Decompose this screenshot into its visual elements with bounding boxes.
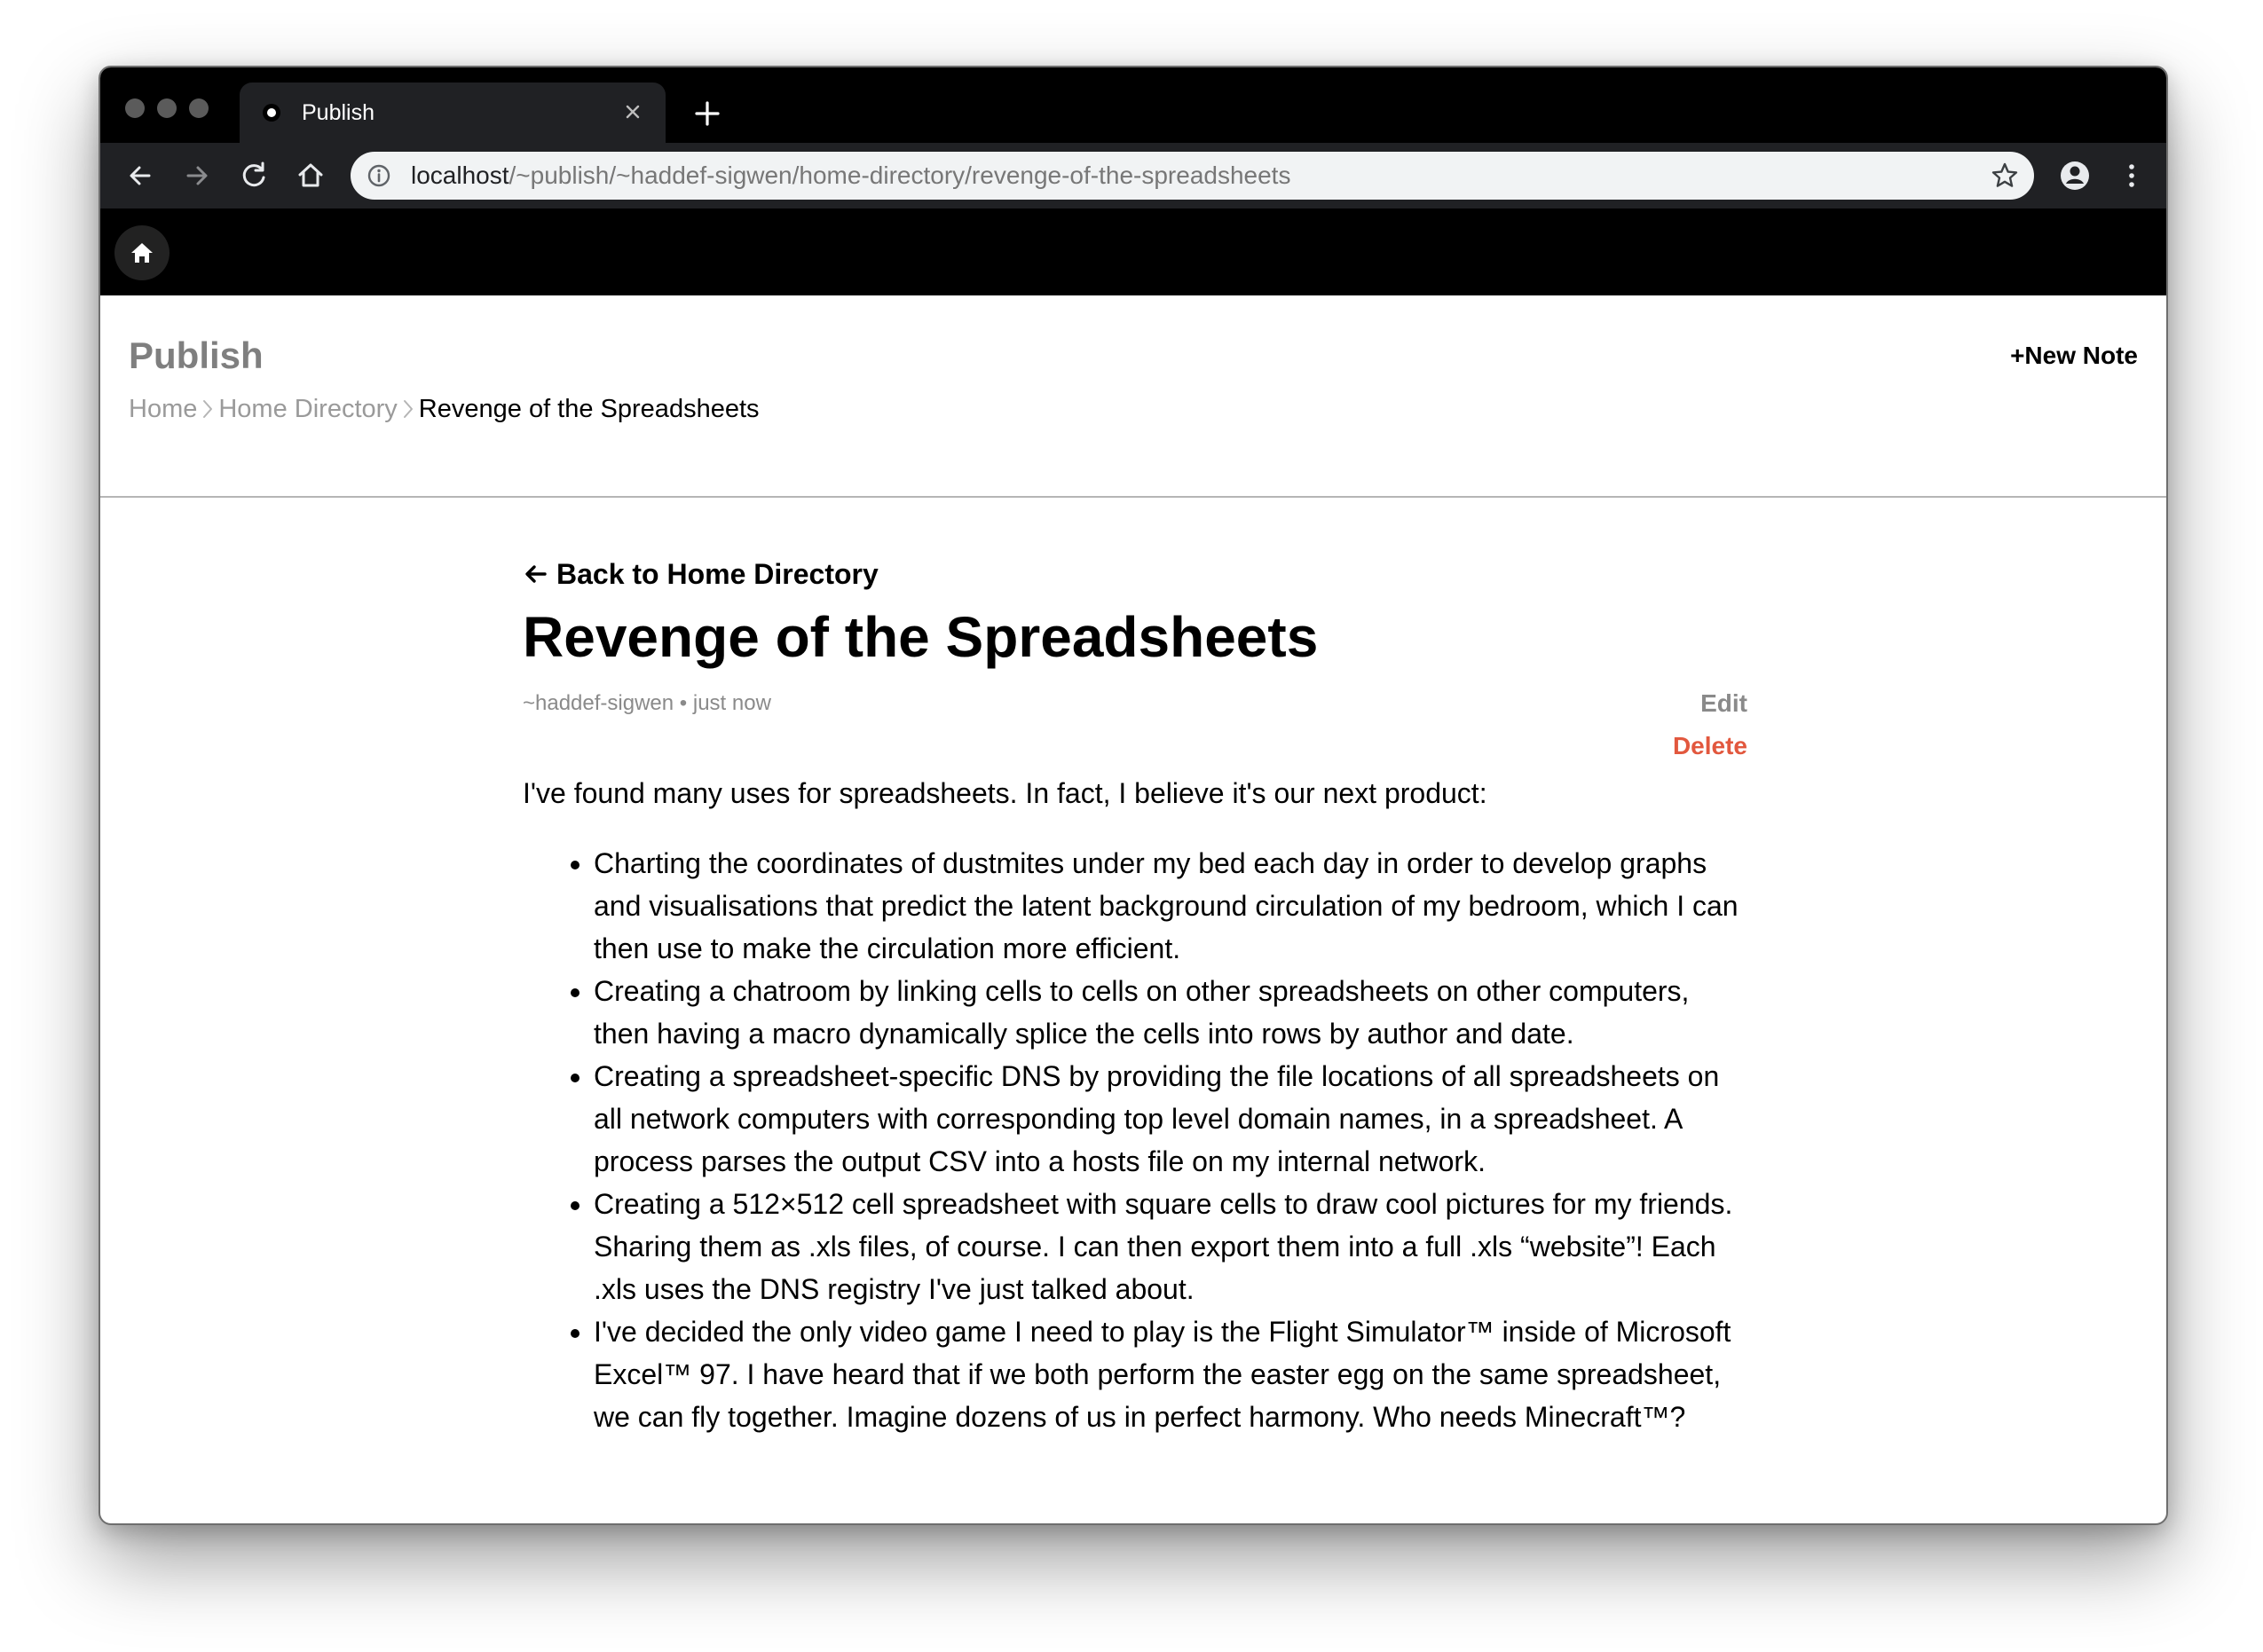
arrow-right-icon[interactable] [178,157,216,194]
more-vertical-icon[interactable] [2113,157,2150,194]
list-item: • I've decided the only video game I need to play is the Flight Simulator™ inside of Microsoft Excel™ 97. I have heard that if we both perform the easter egg on the same spreadsheet, we can fly together. Imagine dozens of us in perfect harmony. Who needs Minecraft™? [594,1310,1747,1438]
home-icon[interactable] [292,157,329,194]
new-note-button[interactable]: +New Note [2010,342,2138,369]
arrow-left-icon [523,561,549,587]
chevron-right-icon [399,396,417,422]
app-home-button[interactable] [114,225,170,280]
back-to-directory-link[interactable] [523,555,879,593]
note-timestamp: just now [692,691,771,715]
app-header-bar [100,208,2166,295]
window-close-dot[interactable] [125,98,145,118]
home-icon [129,240,155,266]
arrow-left-icon[interactable] [122,157,159,194]
chevron-right-icon [199,396,217,422]
note-intro: I've found many uses for spreadsheets. In fact, I believe it's our next product: [523,777,1487,809]
url-host: localhost [411,161,509,189]
edit-button[interactable]: Edit [1700,689,1747,717]
note-title: Revenge of the Spreadsheets [523,605,1319,669]
breadcrumb-directory[interactable]: Home Directory [218,395,398,423]
url-path: /~publish/~haddef-sigwen/home-directory/revenge-of-the-spreadsheets [509,161,1291,189]
list-item: • Charting the coordinates of dustmites under my bed each day in order to develop graphs and visualisations that predict the latent background circulation of my bedroom, which I can then use to make the circulation more efficient. [594,842,1747,970]
note-bullet-list [523,842,1747,1438]
page-header [100,295,2166,498]
info-icon[interactable] [367,163,391,188]
window-minimize-dot[interactable] [157,98,177,118]
favicon-dot-icon [263,104,280,122]
plus-icon[interactable] [690,96,725,131]
reload-icon[interactable] [235,157,272,194]
browser-window [99,66,2168,1525]
delete-button[interactable]: Delete [1672,732,1747,759]
close-icon[interactable] [618,97,648,127]
breadcrumb [129,392,760,426]
star-icon[interactable] [1990,161,2020,191]
url-text[interactable] [411,161,1290,191]
account-icon[interactable] [2056,157,2093,194]
tab-strip [100,67,2166,143]
list-item: • Creating a spreadsheet-specific DNS by providing the file locations of all spreadsheets on all network computers with corresponding top level domain names, in a spreadsheet. A process parses the output CSV into a hosts file on my internal network. [594,1055,1747,1183]
address-bar[interactable] [351,152,2034,200]
list-item: • Creating a 512×512 cell spreadsheet with square cells to draw cool pictures for my friends. Sharing them as .xls files, of course. I can then export them into a full .xls “website”! Each .xls uses the DNS registry I've just talked about. [594,1183,1747,1310]
browser-toolbar [100,143,2166,208]
app-title[interactable]: Publish [129,334,264,376]
list-item: • Creating a chatroom by linking cells to cells on other spreadsheets on other computers, then having a macro dynamically splice the cells into rows by author and date. [594,970,1747,1055]
back-link-label: Back to Home Directory [556,558,879,590]
breadcrumb-current: Revenge of the Spreadsheets [418,395,760,423]
note-author[interactable]: ~haddef-sigwen [523,691,674,715]
tab-title: Publish [302,100,375,125]
meta-separator: • [679,691,688,715]
browser-tab[interactable] [240,83,666,143]
window-zoom-dot[interactable] [189,98,209,118]
breadcrumb-home[interactable]: Home [129,395,198,423]
note-meta [523,689,771,718]
